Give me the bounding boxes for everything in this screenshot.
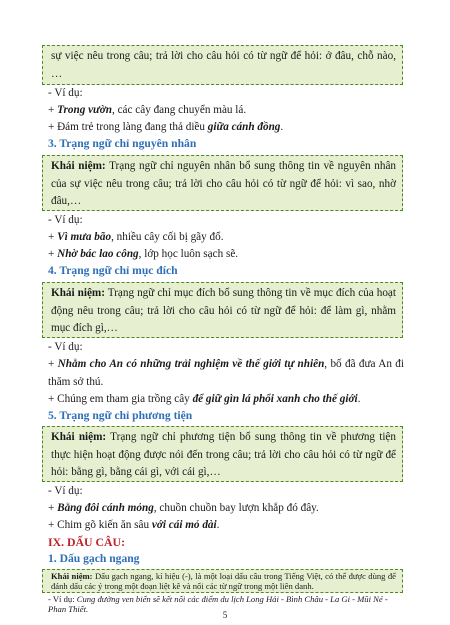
adverbial-phrase: Trong vườn xyxy=(57,104,112,116)
adverbial-phrase: để giữ gìn lá phổi xanh cho thế giới xyxy=(192,393,358,405)
adverbial-phrase: với cái mỏ dài xyxy=(151,519,217,531)
concept-text: Trạng ngữ chỉ phương tiện bổ sung thông tin về phương tiện thực hiện hoạt động được nói đến trong câu; trả lời cho câu hỏi có từ ngữ để hỏi: bằng gì, bằng cái gì, với cái gì,… xyxy=(51,431,396,479)
page-number: 5 xyxy=(222,610,228,620)
concept-text: sự việc nêu trong câu; trả lời cho câu hỏi có từ ngữ để hỏi: ở đâu, chỗ nào, … xyxy=(51,50,396,80)
concept-term: Khái niệm: xyxy=(51,287,105,299)
adverbial-phrase: Nhằm cho An có những trải nghiệm về thế giới tự nhiên xyxy=(57,358,325,370)
example-label: - Ví dụ: xyxy=(48,341,83,353)
concept-box xyxy=(42,569,403,593)
example-label: - Ví dụ: xyxy=(48,214,83,226)
section-heading: 3. Trạng ngữ chỉ nguyên nhân xyxy=(48,137,197,150)
example-text: Cung đường ven biển sẽ kết nối các điểm du lịch Long Hải - Bình Châu - La Gi - Mũi Né - Phan Thiết. xyxy=(48,594,388,614)
example-line: + Nhờ bác lao công, lớp học luôn sạch sẽ. xyxy=(48,248,239,260)
adverbial-phrase: Nhờ bác lao công xyxy=(57,248,139,260)
concept-text: Trạng ngữ chỉ nguyên nhân bổ sung thông tin về nguyên nhân của sự việc nêu trong câu; trả lời cho câu hỏi có từ ngữ để hỏi: vì sao, nhờ đâu,… xyxy=(51,160,397,208)
concept-term: Khái niệm: xyxy=(51,571,93,581)
concept-box xyxy=(42,426,403,482)
example-line: + Trong vườn, các cây đang chuyển màu lá. xyxy=(48,104,247,116)
example-line: + Bằng đôi cánh mỏng, chuồn chuồn bay lượn khắp đó đây. xyxy=(48,502,319,514)
concept-text: Dấu gạch ngang, kí hiệu (-), là một loại dấu câu trong Tiếng Việt, có thể được dùng để đánh dấu các ý trong một đoạn liệt kê và nối các từ ngữ trong một liên danh. xyxy=(51,571,396,591)
example-line: + Vì mưa bão, nhiều cây cối bị gãy đổ. xyxy=(48,231,224,243)
concept-box xyxy=(42,155,403,211)
example-line: + Chim gõ kiến ăn sâu với cái mỏ dài. xyxy=(48,519,220,531)
section-heading: 1. Dấu gạch ngang xyxy=(48,552,140,565)
concept-box-continued xyxy=(42,45,403,85)
concept-box xyxy=(42,282,403,338)
adverbial-phrase: giữa cánh đồng xyxy=(207,121,281,133)
example-line: + Chúng em tham gia trồng cây để giữ gìn lá phổi xanh cho thế giới. xyxy=(48,393,361,405)
adverbial-phrase: Bằng đôi cánh mỏng xyxy=(57,502,154,514)
example-label: - Ví dụ: xyxy=(48,485,83,497)
example-line: - Ví dụ: Cung đường ven biển sẽ kết nối các điểm du lịch Long Hải - Bình Châu - La Gi - Mũi Né - Phan Thiết. xyxy=(48,594,388,614)
section-heading: 4. Trạng ngữ chỉ mục đích xyxy=(48,264,178,277)
adverbial-phrase: Vì mưa bão xyxy=(57,231,112,243)
example-line: + Đám trẻ trong làng đang thả diều giữa cánh đồng. xyxy=(48,121,284,133)
chapter-heading: IX. DẤU CÂU: xyxy=(48,535,126,549)
concept-text: Trạng ngữ chỉ mục đích bổ sung thông tin về mục đích của hoạt động nêu trong câu; trả lời cho câu hỏi có từ ngữ để hỏi: để làm gì, nhằm mục đích gì,… xyxy=(51,287,396,335)
section-heading: 5. Trạng ngữ chỉ phương tiện xyxy=(48,409,193,422)
concept-term: Khái niệm: xyxy=(51,431,107,443)
example-line: + Nhằm cho An có những trải nghiệm về thế giới tự nhiên, bố đã đưa An đi thăm sở thú. xyxy=(48,358,404,388)
concept-term: Khái niệm: xyxy=(51,160,106,172)
example-label: - Ví dụ: xyxy=(48,87,83,99)
